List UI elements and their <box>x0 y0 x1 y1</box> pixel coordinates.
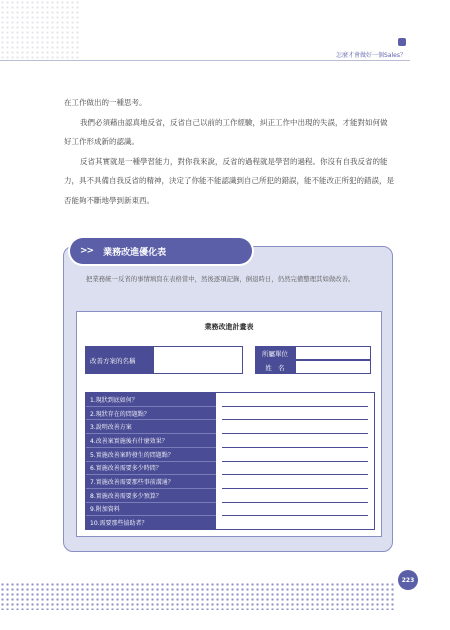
plan-name-label: 改善方案的名稱 <box>85 346 153 374</box>
form-title: 業務改進計畫表 <box>204 323 254 331</box>
dept-label: 所屬單位 <box>255 346 295 360</box>
section-intro: 把業務統一反省的事情填寫在表格當中，然後逐項記錄，倒退時日，仍然完備整理其如做改善。 <box>86 275 355 283</box>
paragraph: 在工作做出的一種思考。 <box>64 98 147 107</box>
body-text <box>64 93 394 210</box>
header-rule <box>0 60 410 61</box>
answer-line[interactable] <box>222 489 368 503</box>
answer-line[interactable] <box>222 393 368 407</box>
section-title-text: 業務改進優化表 <box>103 247 167 258</box>
answer-line[interactable] <box>222 475 368 489</box>
paragraph: 反省其實就是一種學習能力，對你我來說，反省的過程就是學習的過程。你沒有自我反省的能力，具不具備自我反省的精神，決定了你能不能認識到自己所犯的錯誤，能不能改正所犯的錯誤，是否能夠不斷地學到新東西。 <box>64 156 394 205</box>
bottom-dot-decoration <box>0 582 396 610</box>
improvement-plan-form <box>76 311 382 537</box>
question-grid <box>85 392 375 530</box>
answer-line[interactable] <box>222 462 368 476</box>
header-marker <box>398 38 406 46</box>
question-row: 5.實施改善案時發生的問題點？ <box>86 448 216 462</box>
top-dot-decoration <box>0 0 80 60</box>
answer-line[interactable] <box>222 516 368 529</box>
name-label: 姓 名 <box>255 360 295 374</box>
question-row: 3.說明改善方案 <box>86 420 216 434</box>
question-row: 4.改善案實施後有什麼效果？ <box>86 434 216 448</box>
answer-column <box>216 393 374 529</box>
running-header: 怎麼才會做好一個Sales？ <box>336 52 406 59</box>
dept-field[interactable] <box>295 346 371 360</box>
question-row: 6.實施改善需要多少時間？ <box>86 462 216 476</box>
question-row: 10.需要那些協助者？ <box>90 520 148 528</box>
question-row: 8.實施改善需要多少預算？ <box>86 489 216 503</box>
answer-line[interactable] <box>222 503 368 517</box>
plan-name-field[interactable] <box>153 346 243 374</box>
question-column <box>86 393 216 529</box>
answer-line[interactable] <box>222 448 368 462</box>
question-row: 1.現狀到底如何？ <box>86 393 216 407</box>
name-field[interactable] <box>295 360 371 374</box>
section-title <box>70 238 252 264</box>
answer-line[interactable] <box>222 434 368 448</box>
answer-line[interactable] <box>222 420 368 434</box>
double-arrow-icon: >> <box>80 246 94 256</box>
page-number: 223 <box>398 570 418 590</box>
question-row: 2.現狀存在的問題點？ <box>86 407 216 421</box>
question-row: 7.實施改善需要那些事前溝通？ <box>86 475 216 489</box>
answer-line[interactable] <box>222 407 368 421</box>
paragraph: 我們必須藉由認真地反省，反省自己以前的工作經驗，糾正工作中出現的失誤，才能對如何做好工作形成新的認識。 <box>64 117 388 146</box>
question-row: 9.附加資料 <box>86 503 216 517</box>
